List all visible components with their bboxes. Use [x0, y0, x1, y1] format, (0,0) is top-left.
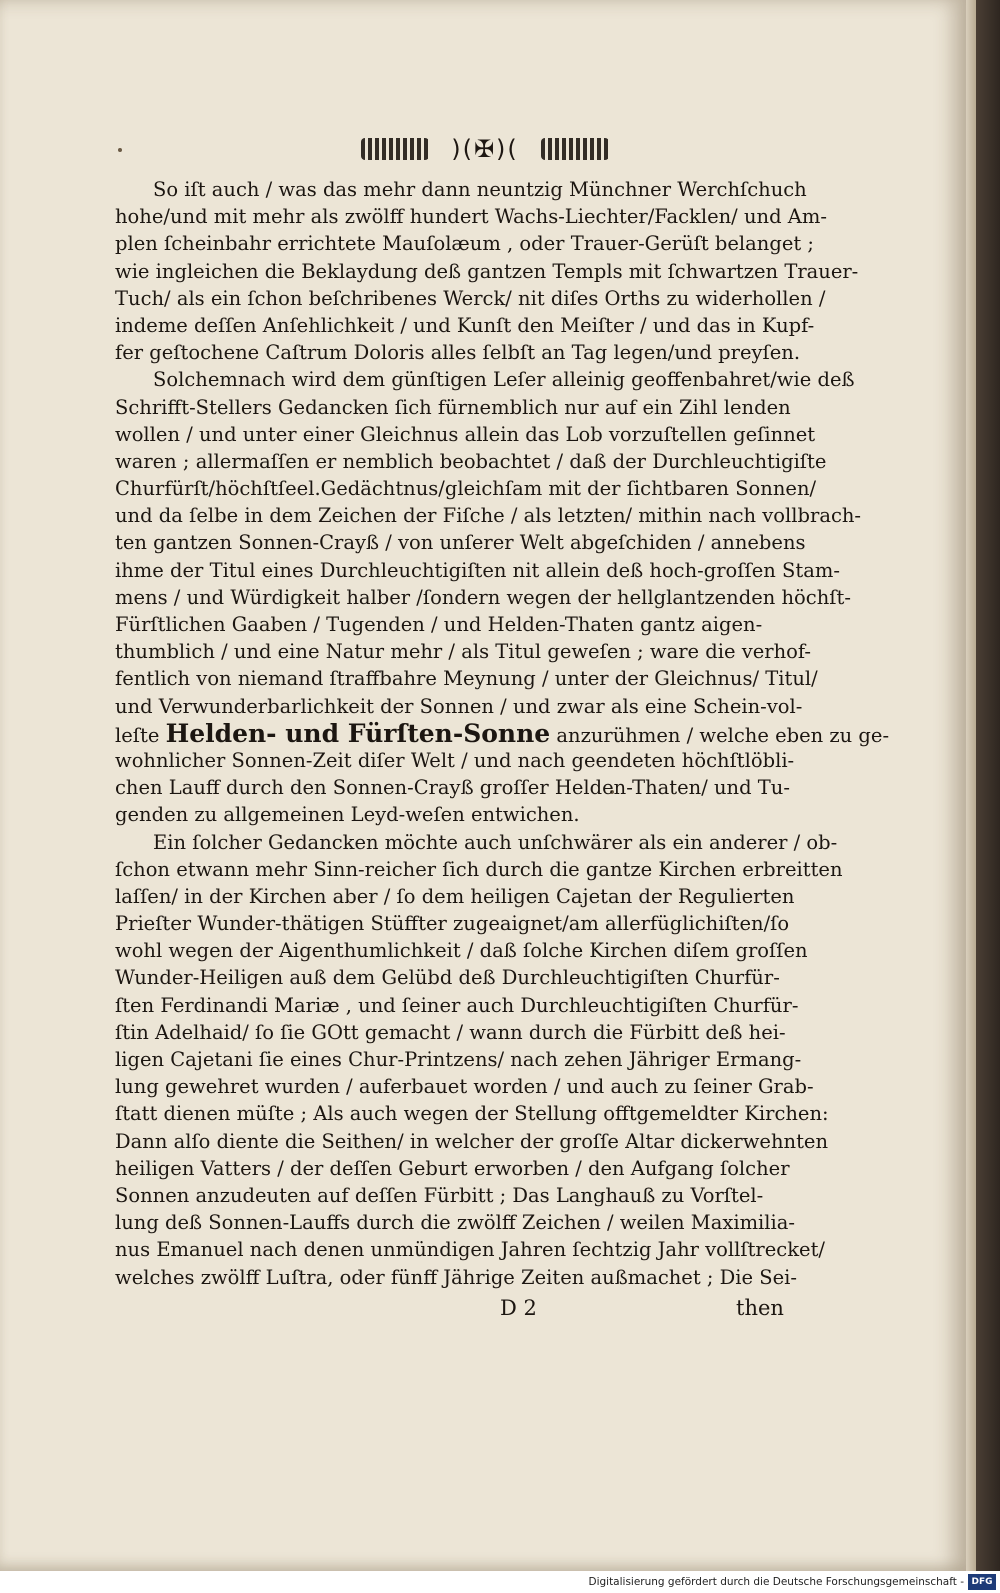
text-line: genden zu allgemeinen Leyd-weſen entwichen.: [115, 803, 580, 827]
text-line: ihme der Titul eines Durchleuchtigiſten nit allein deß hoch-groſſen Stam-: [115, 558, 840, 582]
text-line: fentlich von niemand ſtraffbahre Meynung / unter der Gleichnus/ Titul/: [115, 667, 818, 691]
text-line: lung deß Sonnen-Lauffs durch die zwölff Zeichen / weilen Maximilia-: [115, 1211, 795, 1235]
text-line: ſtin Adelhaid/ ſo ſie GOtt gemacht / wann durch die Fürbitt deß hei-: [115, 1020, 786, 1044]
text-line: Dann alſo diente die Seithen/ in welcher der groſſe Altar dickerwehnten: [115, 1129, 829, 1153]
ornament-right-icon: [541, 138, 609, 160]
credit-text: Digitalisierung gefördert durch die Deutsche Forschungsgemeinschaft -: [588, 1576, 964, 1588]
text-line: Fürſtlichen Gaaben / Tugenden / und Helden-Thaten gantz aigen-: [115, 613, 763, 636]
text-line: plen ſcheinbahr errichtete Mauſolæum , oder Trauer-Gerüſt belanget ;: [115, 232, 814, 256]
ornament-left-icon: [361, 138, 429, 160]
text-line: wie ingleichen die Beklaydung deß gantzen Templs mit ſchwartzen Trauer-: [115, 259, 859, 283]
text-line: thumblich / und eine Natur mehr / als Titul geweſen ; ware die verhof-: [115, 640, 812, 664]
page-edge: [966, 0, 976, 1571]
text-line: indeme deſſen Anſehlichkeit / und Kunſt den Meiſter / und das in Kupf-: [115, 313, 815, 337]
text-line: Prieſter Wunder-thätigen Stüffter zugeaignet/am allerfüglichiſten/ſo: [115, 912, 790, 936]
text-line: wollen / und unter einer Gleichnus allein das Lob vorzuſtellen geſinnet: [115, 422, 816, 446]
text-line: So iſt auch / was das mehr dann neuntzig Münchner Werchſchuch: [153, 178, 807, 201]
emphasis-text: Helden- und Fürſten-Sonne: [165, 718, 551, 748]
text-line: lung gewehret wurden / auferbauet worden / und auch zu ſeiner Grab-: [115, 1075, 814, 1099]
text-line: fer geſtochene Caſtrum Doloris alles ſelbſt an Tag legen/und preyſen.: [115, 341, 801, 365]
text-line: leſte Helden- und Fürſten-Sonne anzurühmen / welche eben zu ge-: [115, 718, 890, 748]
ink-speck: [118, 148, 122, 152]
text-line: und Verwunderbarlichkeit der Sonnen / und zwar als eine Schein-vol-: [115, 694, 803, 718]
text-line: Ein ſolcher Gedancken möchte auch unſchwärer als ein anderer / ob-: [153, 830, 838, 854]
text-line: waren ; allermaſſen er nemblich beobachtet / daß der Durchleuchtigiſte: [115, 449, 827, 473]
text-line: chen Lauff durch den Sonnen-Crayß groſſer Helden-Thaten/ und Tu-: [115, 776, 790, 800]
text-line: hohe/und mit mehr als zwölff hundert Wachs-Liechter/Facklen/ und Am-: [115, 205, 827, 229]
text-line: laſſen/ in der Kirchen aber / ſo dem heiligen Cajetan der Regulierten: [115, 884, 795, 908]
text-line: ſtatt dienen müſte ; Als auch wegen der Stellung offtgemeldter Kirchen:: [115, 1102, 829, 1126]
text-line: Solchemnach wird dem günſtigen Leſer alleinig geoffenbahret/wie deß: [153, 368, 855, 392]
text-line: ligen Cajetani ſie eines Chur-Printzens/ nach zehen Jähriger Ermang-: [115, 1048, 802, 1071]
text-line: ſten Ferdinandi Mariæ , und ſeiner auch Durchleuchtigiſten Churfür-: [115, 993, 799, 1017]
page-text-body: [115, 176, 890, 1291]
text-line: heiligen Vatters / der deſſen Geburt erworben / den Aufgang ſolcher: [115, 1156, 790, 1180]
text-line: Schrifft-Stellers Gedancken ſich fürnemblich nur auf ein Zihl lenden: [115, 395, 791, 419]
text-line: ſchon etwann mehr Sinn-reicher ſich durch die gantze Kirchen erbreitten: [115, 857, 843, 881]
dfg-logo: DFG: [968, 1574, 996, 1590]
text-line: Churfürſt/höchſtſeel.Gedächtnus/gleichſam mit der ſichtbaren Sonnen/: [115, 477, 817, 501]
header-ornament: [355, 132, 615, 166]
text-line: mens / und Würdigkeit halber /ſondern wegen der hellglantzenden höchſt-: [115, 585, 851, 609]
ornament-cross-icon: )(✠)(: [451, 135, 519, 163]
text-line: ten gantzen Sonnen-Crayß / von unſerer Welt abgeſchiden / annebens: [115, 531, 806, 555]
text-line: wohnlicher Sonnen-Zeit diſer Welt / und nach geendeten höchſtlöbli-: [115, 748, 795, 772]
text-line: Wunder-Heiligen auß dem Gelübd deß Durchleuchtigiſten Churfür-: [115, 966, 780, 990]
text-line: welches zwölff Luſtra, oder fünff Jährige Zeiten außmachet ; Die Sei-: [115, 1265, 797, 1289]
text-line: nus Emanuel nach denen unmündigen Jahren ſechtzig Jahr vollſtrecket/: [115, 1238, 825, 1262]
text-line: und da ſelbe in dem Zeichen der Fiſche / als letzten/ mithin nach vollbrach-: [115, 504, 862, 528]
text-line: Sonnen anzudeuten auf deſſen Fürbitt ; Das Langhauß zu Vorſtel-: [115, 1183, 764, 1207]
catchword: then: [736, 1296, 784, 1320]
text-line: Tuch/ als ein ſchon beſchribenes Werck/ nit diſes Orths zu widerhollen /: [115, 286, 826, 310]
text-line: wohl wegen der Aigenthumlichkeit / daß ſolche Kirchen diſem groſſen: [115, 939, 808, 963]
signature-mark: D 2: [500, 1296, 537, 1320]
